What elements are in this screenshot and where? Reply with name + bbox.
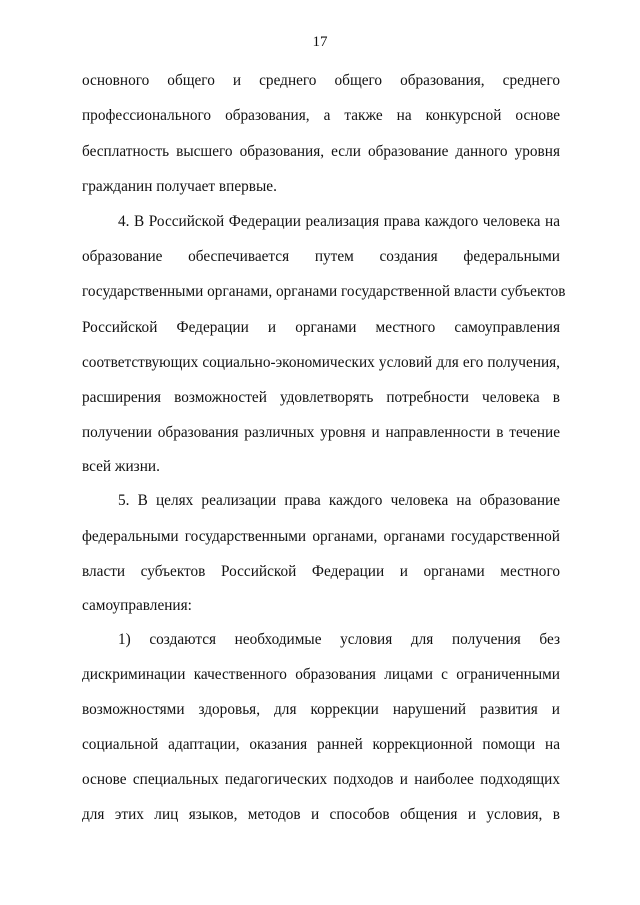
text-line: всей жизни. (82, 458, 160, 475)
text-line: социальной адаптации, оказания ранней коррекционной помощи на (82, 736, 560, 753)
text-line: 1) создаются необходимые условия для получения без (118, 631, 560, 648)
text-line: получении образования различных уровня и направленности в течение (82, 424, 560, 441)
text-line: расширения возможностей удовлетворять потребности человека в (82, 389, 560, 406)
text-line: власти субъектов Российской Федерации и органами местного (82, 563, 560, 580)
text-line: федеральными государственными органами, органами государственной (82, 528, 560, 545)
text-line: 4. В Российской Федерации реализация права каждого человека на (118, 213, 560, 230)
text-line: гражданин получает впервые. (82, 178, 277, 195)
text-line: для этих лиц языков, методов и способов общения и условия, в (82, 806, 560, 823)
text-line: основе специальных педагогических подходов и наиболее подходящих (82, 771, 560, 788)
text-line: бесплатность высшего образования, если образование данного уровня (82, 143, 560, 160)
text-line: самоуправления: (82, 597, 192, 614)
page-number: 17 (312, 34, 328, 50)
text-line: профессионального образования, а также на конкурсной основе (82, 107, 560, 124)
text-line: 5. В целях реализации права каждого человека на образование (118, 492, 560, 509)
text-line: Российской Федерации и органами местного самоуправления (82, 319, 560, 336)
text-line: государственными органами, органами государственной власти субъектов (82, 283, 566, 300)
text-line: возможностями здоровья, для коррекции нарушений развития и (82, 701, 560, 718)
text-line: соответствующих социально-экономических условий для его получения, (82, 354, 560, 371)
text-line: образование обеспечивается путем создания федеральными (82, 248, 560, 265)
text-line: основного общего и среднего общего образования, среднего (82, 72, 560, 89)
text-line: дискриминации качественного образования лицами с ограниченными (82, 666, 560, 683)
